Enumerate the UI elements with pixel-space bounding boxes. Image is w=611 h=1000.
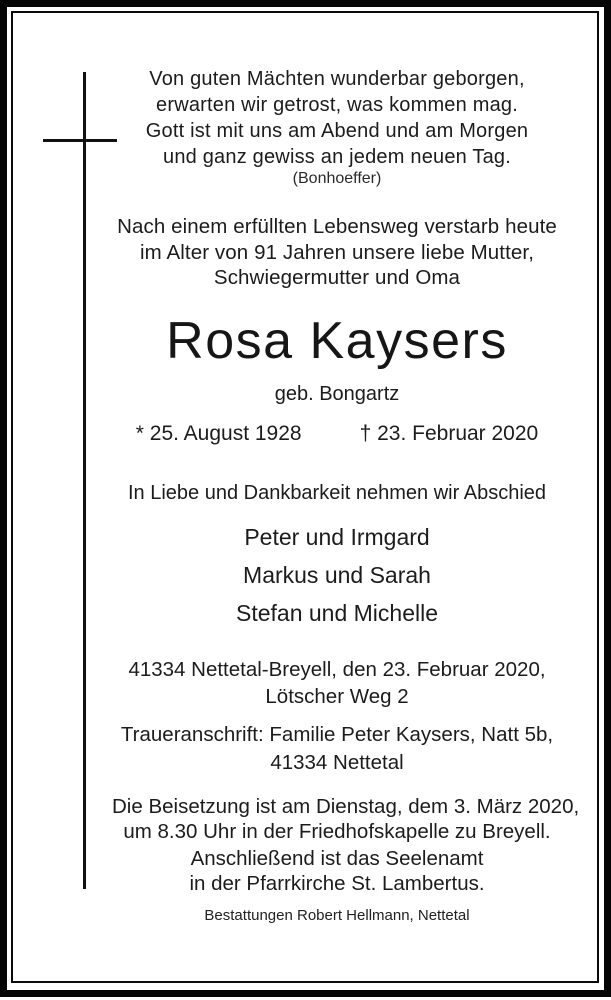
- life-dates: [112, 420, 562, 447]
- notice-content: [112, 0, 580, 1000]
- condolence-address: [112, 721, 562, 777]
- deceased-name: Rosa Kaysers: [166, 312, 508, 370]
- poem-line: und ganz gewiss an jedem neuen Tag.: [163, 146, 511, 168]
- opening-verse: [112, 66, 562, 170]
- mourner-name: Markus und Sarah: [243, 562, 431, 588]
- funeral-line: Die Beisetzung ist am Dienstag, dem 3. März 2020,: [112, 795, 580, 818]
- poem-line: Von guten Mächten wunderbar geborgen,: [149, 68, 525, 90]
- place-and-date: [112, 656, 562, 710]
- announcement-line: Schwiegermutter und Oma: [213, 266, 461, 289]
- funeral-home-credit: Bestattungen Robert Hellmann, Nettetal: [204, 907, 470, 924]
- poem-line: erwarten wir getrost, was kommen mag.: [156, 94, 518, 116]
- funeral-information: [112, 794, 580, 844]
- announcement-line: im Alter von 91 Jahren unsere liebe Mutter,: [139, 240, 534, 264]
- condolence-line: 41334 Nettetal: [270, 751, 404, 774]
- announcement-line: Nach einem erfüllten Lebensweg verstarb heute: [117, 215, 557, 238]
- cross-horizontal-bar: [43, 139, 117, 142]
- mourners-list: [112, 518, 562, 632]
- memorial-service-information: [112, 846, 562, 896]
- maiden-name: geb. Bongartz: [274, 383, 400, 405]
- poem-line: Gott ist mit uns am Abend und am Morgen: [145, 120, 529, 142]
- mourner-name: Peter und Irmgard: [244, 524, 430, 550]
- mourner-name: Stefan und Michelle: [235, 600, 438, 626]
- farewell-line: In Liebe und Dankbarkeit nehmen wir Abschied: [127, 482, 547, 504]
- poem-attribution: (Bonhoeffer): [292, 170, 382, 187]
- service-line: Anschließend ist das Seelenamt: [190, 847, 484, 870]
- death-date: † 23. Februar 2020: [359, 422, 539, 445]
- birth-date: * 25. August 1928: [135, 422, 302, 445]
- place-date-line: Lötscher Weg 2: [265, 685, 409, 708]
- funeral-line: um 8.30 Uhr in der Friedhofskapelle zu Breyell.: [123, 820, 551, 843]
- death-announcement: [112, 214, 562, 291]
- service-line: in der Pfarrkirche St. Lambertus.: [189, 872, 485, 895]
- condolence-line: Traueranschrift: Familie Peter Kaysers, Natt 5b,: [120, 723, 554, 746]
- cross-vertical-bar: [83, 72, 86, 889]
- place-date-line: 41334 Nettetal-Breyell, den 23. Februar 2020,: [128, 658, 546, 681]
